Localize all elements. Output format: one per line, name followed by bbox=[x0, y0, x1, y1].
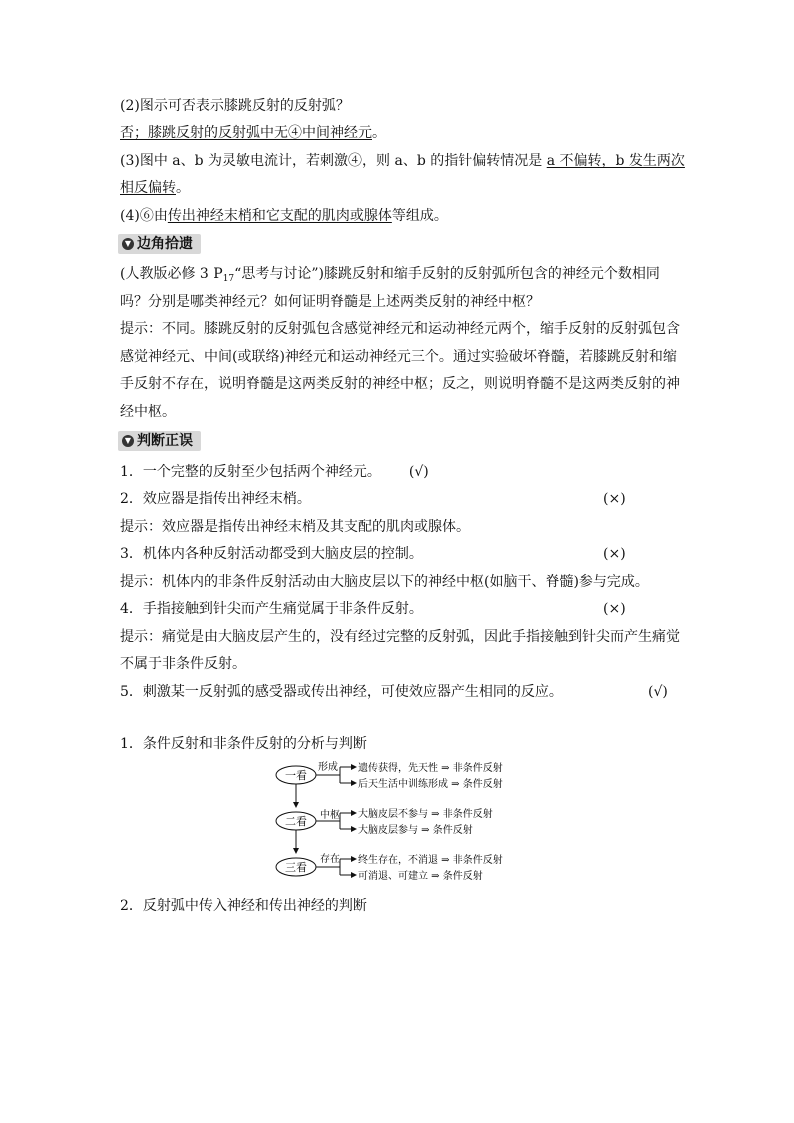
q3-answer-part1: a 不偏转，b 发生两次 bbox=[546, 153, 685, 169]
q4-line bbox=[120, 206, 680, 226]
section1-question-line2: 吗？分别是哪类神经元？如何证明脊髓是上述两类反射的神经中枢？ bbox=[120, 294, 540, 310]
section-badge-true-false bbox=[118, 431, 201, 451]
q2-answer-line bbox=[120, 123, 680, 143]
tf-tip: 提示：效应器是指传出神经末梢及其支配的肌肉或腺体。 bbox=[120, 519, 470, 535]
step-criterion: 中枢 bbox=[320, 810, 340, 821]
tf-item-text: 1．一个完整的反射至少包括两个神经元。 bbox=[120, 464, 381, 480]
chevron-down-icon: ▼ bbox=[122, 238, 134, 250]
tip-line: 经中枢。 bbox=[120, 404, 176, 420]
branch-text: 可消退、可建立 ⇒ 条件反射 bbox=[358, 871, 483, 882]
step-label: 一看 bbox=[285, 769, 307, 782]
section1-question-line1 bbox=[120, 264, 680, 289]
tf-mark: (√) bbox=[408, 464, 429, 480]
heading-afferent-efferent: 2．反射弧中传入神经和传出神经的判断 bbox=[120, 898, 367, 914]
reflex-judgement-diagram bbox=[0, 752, 794, 892]
diagram-step-2 bbox=[276, 807, 493, 836]
tf-item bbox=[120, 682, 680, 702]
tf-item bbox=[120, 489, 680, 509]
page-subscript: 17 bbox=[222, 274, 235, 284]
section-badge-corner-notes bbox=[118, 234, 201, 254]
q3-line1 bbox=[120, 151, 685, 171]
tf-item-text: 2．效应器是指传出神经末梢。 bbox=[120, 491, 311, 507]
tf-item-text: 3．机体内各种反射活动都受到大脑皮层的控制。 bbox=[120, 546, 423, 562]
tip-line: 手反射不存在，说明脊髓是这两类反射的神经中枢；反之，则说明脊髓不是这两类反射的神 bbox=[120, 376, 680, 392]
q-suffix: “思考与讨论”)膝跳反射和缩手反射的反射弧所包含的神经元个数相同 bbox=[234, 266, 660, 282]
tf-tip: 不属于非条件反射。 bbox=[120, 656, 246, 672]
tf-tip: 提示：痛觉是由大脑皮层产生的，没有经过完整的反射弧，因此手指接触到针尖而产生痛觉 bbox=[120, 629, 680, 645]
tf-mark: (×) bbox=[603, 491, 626, 507]
tf-item-text: 5．刺激某一反射弧的感受器或传出神经，可使效应器产生相同的反应。 bbox=[120, 684, 563, 700]
heading-analysis: 1．条件反射和非条件反射的分析与判断 bbox=[120, 736, 367, 752]
branch-text: 大脑皮层参与 ⇒ 条件反射 bbox=[358, 825, 473, 836]
tf-mark: (×) bbox=[603, 601, 626, 617]
step-criterion: 存在 bbox=[320, 854, 340, 865]
branch-text: 终生存在，不消退 ⇒ 非条件反射 bbox=[358, 855, 503, 866]
branch-text: 大脑皮层不参与 ⇒ 非条件反射 bbox=[358, 809, 493, 820]
tf-mark: (×) bbox=[603, 546, 626, 562]
q4-answer: 传出神经末梢和它支配的肌肉或腺体 bbox=[167, 208, 392, 224]
section-title: 边角拾遗 bbox=[137, 236, 193, 252]
q3-line2 bbox=[120, 178, 680, 198]
tip-line: 感觉神经元、中间(或联络)神经元和运动神经元三个。通过实验破坏脊髓，若膝跳反射和缩 bbox=[120, 349, 677, 365]
step-label: 二看 bbox=[285, 815, 307, 828]
diagram-step-3 bbox=[276, 852, 503, 882]
step-criterion: 形成 bbox=[318, 762, 338, 773]
step-label: 三看 bbox=[285, 861, 307, 874]
section-title: 判断正误 bbox=[137, 433, 193, 449]
q2-answer: 否；膝跳反射的反射弧中无④中间神经元 bbox=[120, 125, 372, 141]
q3-answer-end: 。 bbox=[176, 180, 190, 196]
branch-text: 遗传获得，先天性 ⇒ 非条件反射 bbox=[358, 763, 503, 774]
q4-post: 等组成。 bbox=[391, 208, 448, 224]
diagram-step-1 bbox=[276, 760, 503, 790]
tip-line: 提示：不同。膝跳反射的反射弧包含感觉神经元和运动神经元两个，缩手反射的反射弧包含 bbox=[120, 321, 680, 337]
chevron-down-icon: ▼ bbox=[122, 435, 134, 447]
q3-answer-part2: 相反偏转 bbox=[120, 180, 176, 196]
tf-item bbox=[120, 462, 680, 482]
tf-tip: 提示：机体内的非条件反射活动由大脑皮层以下的神经中枢(如脑干、脊髓)参与完成。 bbox=[120, 574, 649, 590]
tf-item-text: 4．手指接触到针尖而产生痛觉属于非条件反射。 bbox=[120, 601, 423, 617]
tf-item bbox=[120, 599, 680, 619]
branch-text: 后天生活中训练形成 ⇒ 条件反射 bbox=[358, 779, 503, 790]
q-prefix: (人教版必修 3 P bbox=[120, 266, 223, 282]
tf-item bbox=[120, 544, 680, 564]
q2-question: (2)图示可否表示膝跳反射的反射弧？ bbox=[120, 98, 350, 114]
q3-question: (3)图中 a、b 为灵敏电流计，若刺激④，则 a、b 的指针偏转情况是 bbox=[120, 153, 547, 169]
tf-mark: (√) bbox=[648, 684, 668, 700]
q2-answer-end: 。 bbox=[372, 125, 386, 141]
q4-pre: (4)⑥由 bbox=[120, 208, 168, 224]
